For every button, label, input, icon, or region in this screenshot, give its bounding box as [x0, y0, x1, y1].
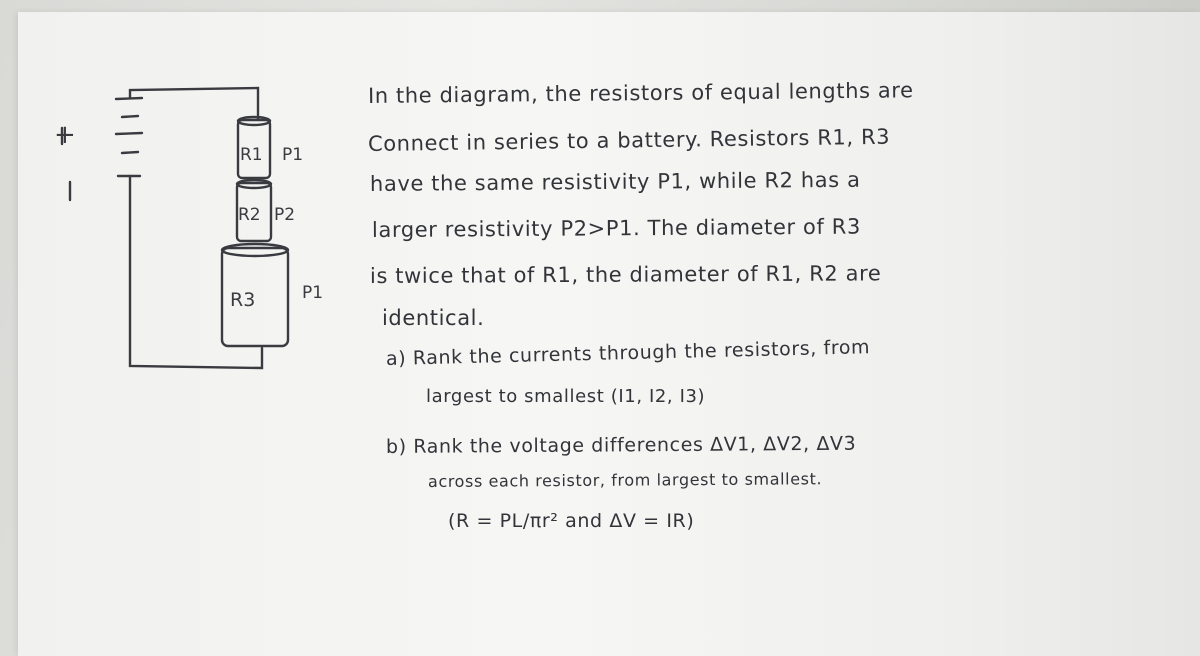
plus-sign: + [54, 120, 76, 150]
battery-plate [116, 133, 142, 134]
battery-plate [122, 116, 138, 117]
label-rho1-bottom: P1 [302, 283, 324, 303]
resistor-r3-top [222, 244, 288, 256]
label-r3: R3 [230, 289, 256, 311]
problem-line: In the diagram, the resistors of equal lengths are [367, 78, 914, 108]
formula-hint: (R = PL/πr² and ΔV = IR) [448, 510, 695, 532]
question-b: b) Rank the voltage differences ΔV1, ΔV2, ΔV3 [385, 432, 857, 458]
problem-line: Connect in series to a battery. Resistors R1, R3 [367, 124, 891, 156]
problem-line: have the same resistivity P1, while R2 has a [369, 167, 861, 196]
label-rho2: P2 [274, 205, 296, 225]
label-rho1-top: P1 [282, 145, 304, 165]
question-a: a) Rank the currents through the resistors, from [385, 336, 871, 370]
question-a-detail: largest to smallest (I1, I2, I3) [426, 386, 706, 407]
label-r2: R2 [238, 205, 261, 225]
problem-line: identical. [382, 306, 485, 330]
problem-line: larger resistivity P2>P1. The diameter of R3 [371, 214, 861, 242]
problem-line: is twice that of R1, the diameter of R1, R2 are [369, 261, 882, 288]
question-b-detail: across each resistor, from largest to smallest. [427, 469, 823, 491]
battery-plate [122, 152, 138, 153]
top-wire [130, 88, 258, 120]
label-r1: R1 [240, 145, 263, 165]
